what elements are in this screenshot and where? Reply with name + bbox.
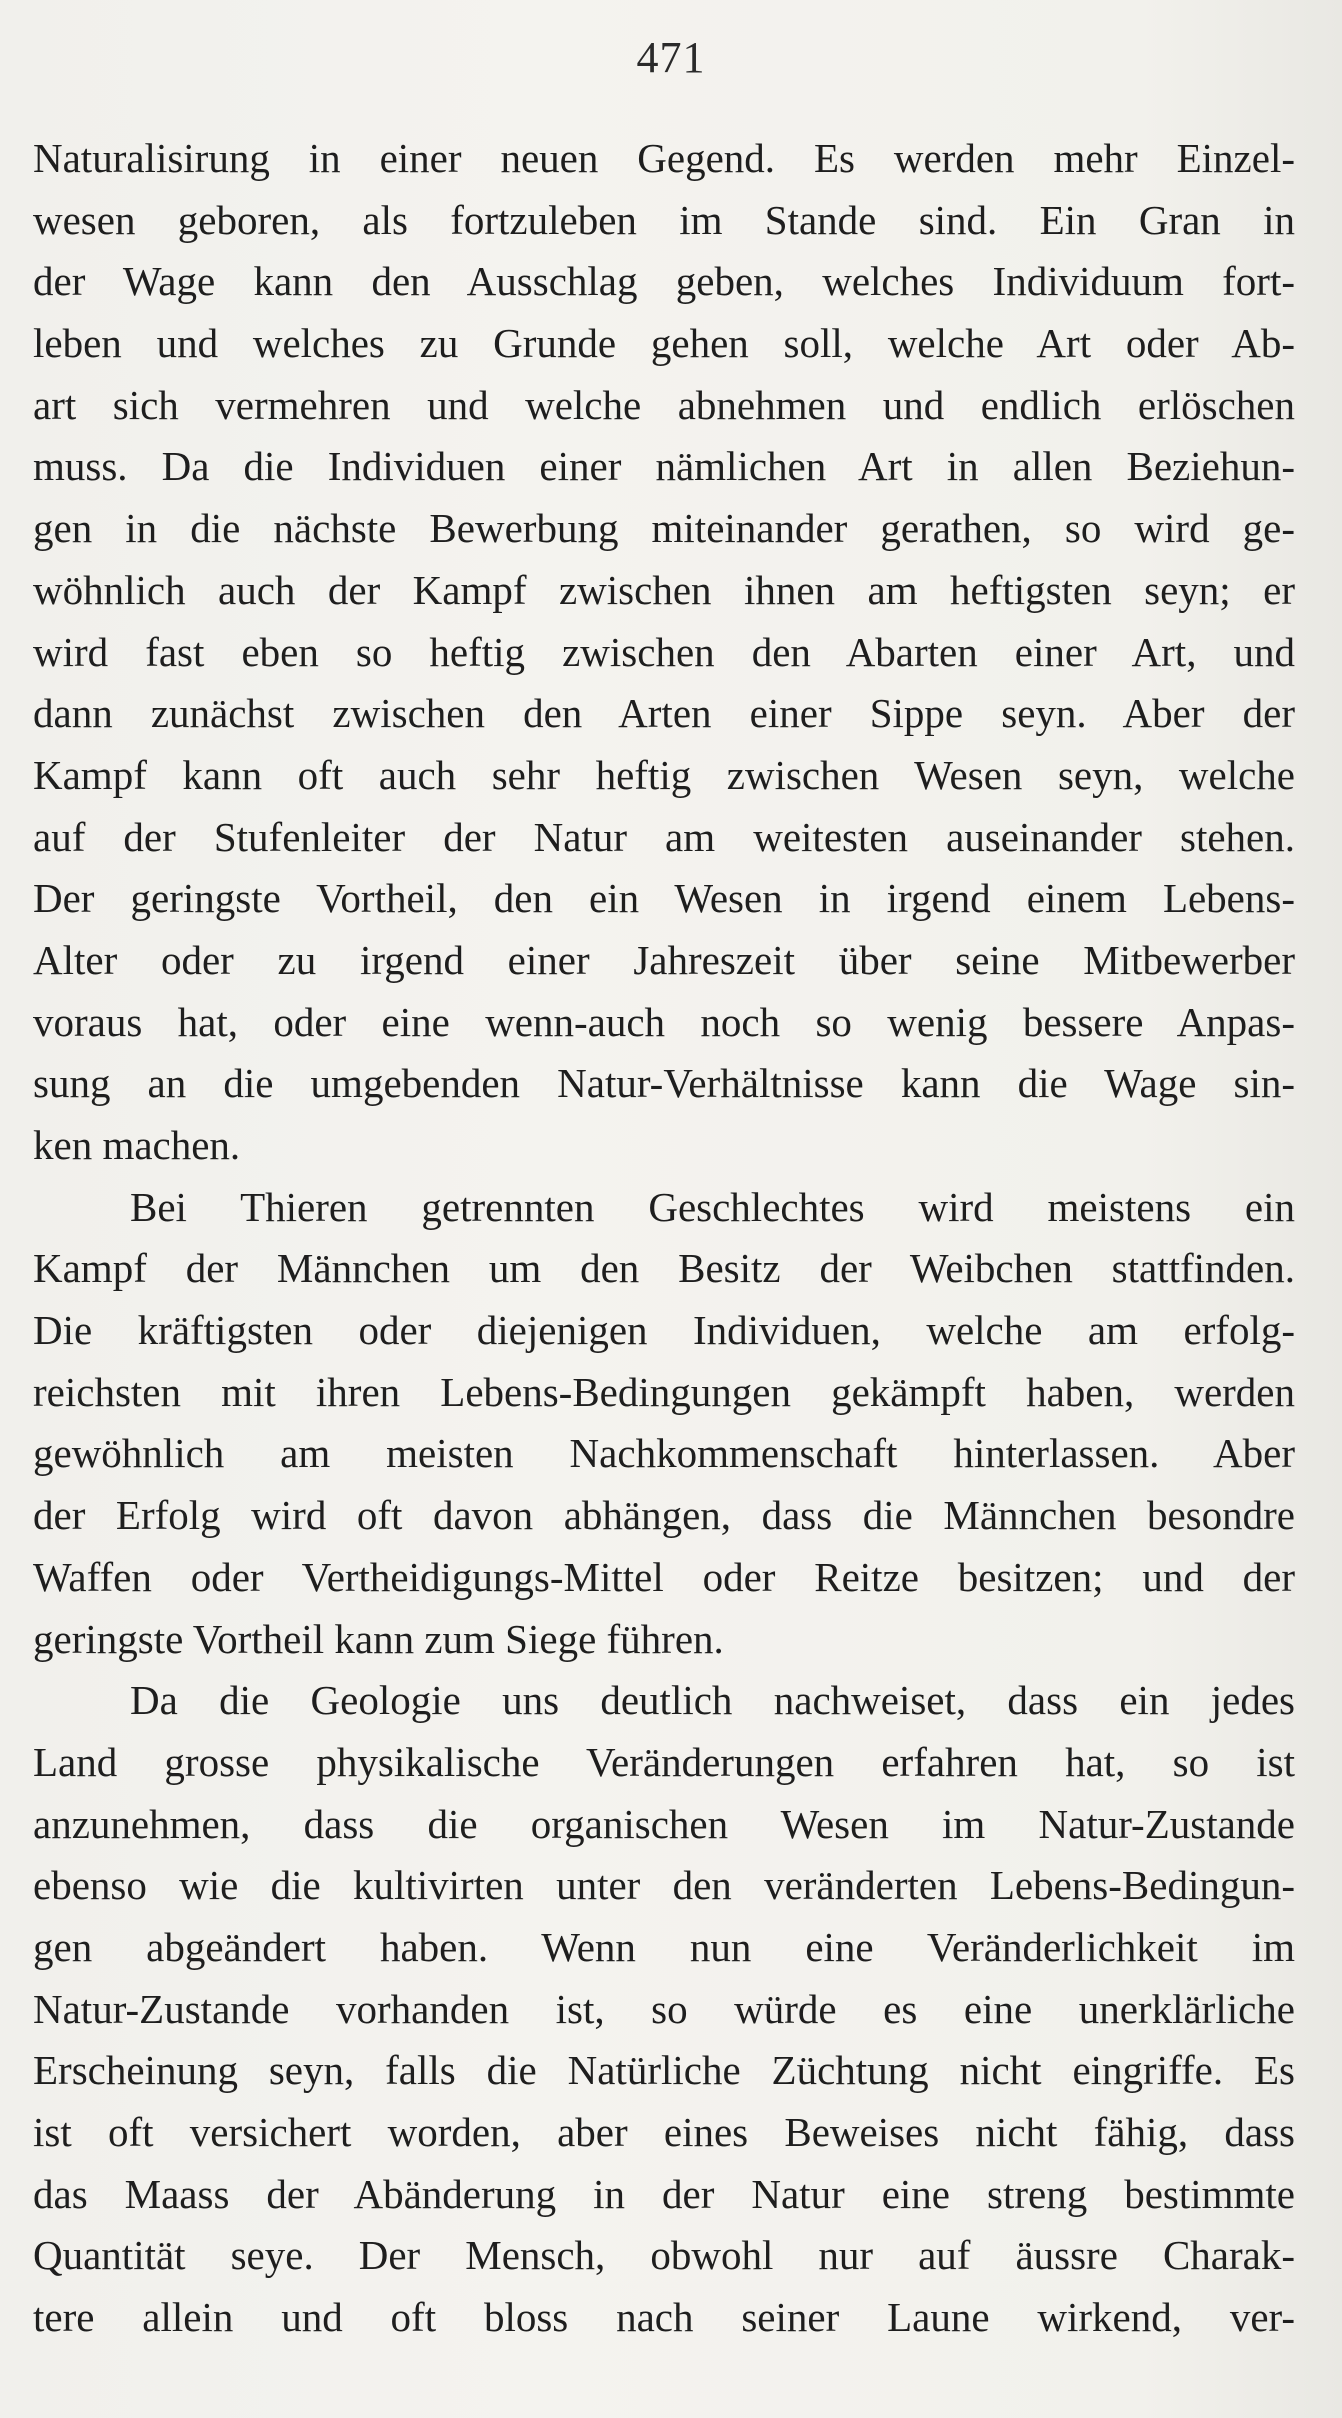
text-line: voraus hat, oder eine wenn-auch noch so wenig bessere Anpas- [33, 998, 1295, 1045]
text-line: ist oft versichert worden, aber eines Beweises nicht fähig, dass [33, 2109, 1295, 2155]
text-line: Quantität seye. Der Mensch, obwohl nur auf äussre Charak- [33, 2232, 1295, 2279]
text-line: gen abgeändert haben. Wenn nun eine Veränderlichkeit im [33, 1923, 1295, 1970]
text-line: Kampf der Männchen um den Besitz der Weibchen stattfinden. [33, 1245, 1295, 1292]
text-line: Naturalisirung in einer neuen Gegend. Es werden mehr Einzel- [33, 135, 1295, 181]
text-line: wird fast eben so heftig zwischen den Abarten einer Art, und [33, 628, 1295, 675]
text-line: geringste Vortheil kann zum Siege führen. [33, 1615, 724, 1662]
paragraph-2 [33, 1177, 1295, 1671]
body-text [33, 128, 1295, 2349]
text-line: gen in die nächste Bewerbung miteinander gerathen, so wird ge- [33, 505, 1295, 552]
text-line: sung an die umgebenden Natur-Verhältnisse kann die Wage sin- [33, 1060, 1295, 1107]
text-line: reichsten mit ihren Lebens-Bedingungen gekämpft haben, werden [33, 1368, 1295, 1415]
text-line: Alter oder zu irgend einer Jahreszeit über seine Mitbewerber [33, 936, 1295, 983]
text-line: Der geringste Vortheil, den ein Wesen in irgend einem Lebens- [33, 875, 1295, 922]
text-line: Erscheinung seyn, falls die Natürliche Züchtung nicht eingriffe. Es [33, 2047, 1295, 2094]
text-line: Da die Geologie uns deutlich nachweiset, dass ein jedes [130, 1677, 1295, 1724]
text-line: muss. Da die Individuen einer nämlichen Art in allen Beziehun- [33, 443, 1295, 490]
text-line: wöhnlich auch der Kampf zwischen ihnen am heftigsten seyn; er [33, 566, 1295, 613]
text-line: Die kräftigsten oder diejenigen Individuen, welche am erfolg- [33, 1307, 1295, 1354]
text-line: der Wage kann den Ausschlag geben, welches Individuum fort- [33, 258, 1295, 305]
text-line: wesen geboren, als fortzuleben im Stande sind. Ein Gran in [33, 196, 1295, 243]
paragraph-3 [33, 1670, 1295, 2349]
text-line: art sich vermehren und welche abnehmen und endlich erlöschen [33, 381, 1295, 428]
text-line: auf der Stufenleiter der Natur am weitesten auseinander stehen. [33, 813, 1295, 860]
text-line: Kampf kann oft auch sehr heftig zwischen Wesen seyn, welche [33, 751, 1295, 798]
text-line: tere allein und oft bloss nach seiner Laune wirkend, ver- [33, 2294, 1295, 2341]
text-line: anzunehmen, dass die organischen Wesen im Natur-Zustande [33, 1800, 1295, 1847]
page-number: 471 [636, 33, 706, 82]
text-line: gewöhnlich am meisten Nachkommenschaft hinterlassen. Aber [33, 1430, 1295, 1477]
text-line: der Erfolg wird oft davon abhängen, dass die Männchen besondre [33, 1492, 1295, 1539]
text-line: Bei Thieren getrennten Geschlechtes wird meistens ein [130, 1183, 1295, 1230]
text-line: ken machen. [33, 1122, 241, 1168]
text-line: dann zunächst zwischen den Arten einer Sippe seyn. Aber der [33, 690, 1295, 737]
text-line: Natur-Zustande vorhanden ist, so würde es eine unerklärliche [33, 1985, 1295, 2032]
paragraph-1 [33, 128, 1295, 1177]
text-line: ebenso wie die kultivirten unter den veränderten Lebens-Bedingun- [33, 1862, 1295, 1909]
text-line: das Maass der Abänderung in der Natur eine streng bestimmte [33, 2170, 1295, 2217]
text-line: leben und welches zu Grunde gehen soll, welche Art oder Ab- [33, 320, 1295, 367]
text-line: Waffen oder Vertheidigungs-Mittel oder Reitze besitzen; und der [33, 1553, 1295, 1600]
text-line: Land grosse physikalische Veränderungen erfahren hat, so ist [33, 1738, 1295, 1785]
